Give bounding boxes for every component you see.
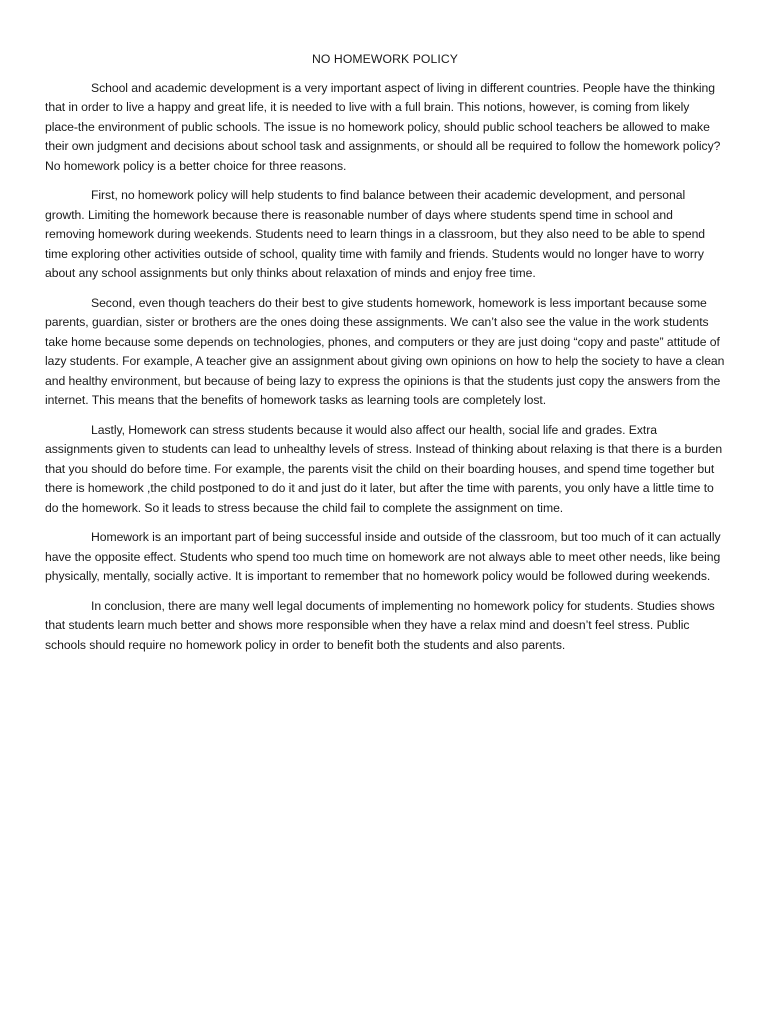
paragraph-conclusion: In conclusion, there are many well legal documents of implementing no homework policy for students. Studies shows that students learn much better and shows more responsible when they have a relax mind and doesn’t feel stress. Public schools should require no homework policy in order to benefit both the students and also parents.: [45, 598, 715, 652]
paragraph-counterpoint: Homework is an important part of being successful inside and outside of the classroom, but too much of it can actually have the opposite effect. Students who spend too much time on homework are not always able to meet other needs, like being physically, mentally, socially active. It is important to remember that no homework policy would be followed during weekends.: [45, 530, 721, 583]
paragraph-third-reason: Lastly, Homework can stress students because it would also affect our health, social life and grades. Extra assignments given to students can lead to unhealthy levels of stress. Instead of thinking about relaxing is that there is a burden that you should do before time. For example, the parents visit the child on their boarding houses, and spend time together but there is homework ,the child postponed to do it and just do it later, but after the time with parents, you only have a little time to do the homework. So it leads to stress because the child fail to complete the assignment on time.: [45, 422, 723, 515]
paragraph-first-reason: First, no homework policy will help students to find balance between their academic development, and personal growth. Limiting the homework because there is reasonable number of days where students spend time in school and removing homework during weekends. Students need to learn things in a classroom, but they also need to be able to spend time exploring other activities outside of school, quality time with family and friends. Students would no longer have to worry about any school assignments but only thinks about relaxation of minds and enjoy free time.: [45, 188, 706, 280]
paragraph-second-reason: Second, even though teachers do their best to give students homework, homework is less important because some parents, guardian, sister or brothers are the ones doing these assignments. We can’t also see the value in the work students take home because some depends on technologies, phones, and computers or they are just doing “copy and paste” attitude of lazy students. For example, A teacher give an assignment about giving own opinions on how to help the society to have a clean and healthy environment, but because of being lazy to express the opinions is that the students just copy the answers from the internet. This means that the benefits of homework tasks as learning tools are completely lost.: [45, 295, 725, 407]
document-page: [45, 50, 725, 665]
document-title: NO HOMEWORK POLICY: [311, 52, 459, 66]
paragraph-introduction: School and academic development is a very important aspect of living in different countries. People have the thinking that in order to live a happy and great life, it is needed to live with a full brain. This notions, however, is coming from likely place-the environment of public schools. The issue is no homework policy, should public school teachers be allowed to make their own judgment and decisions about school task and assignments, or should all be required to follow the homework policy? No homework policy is a better choice for three reasons.: [45, 80, 721, 173]
